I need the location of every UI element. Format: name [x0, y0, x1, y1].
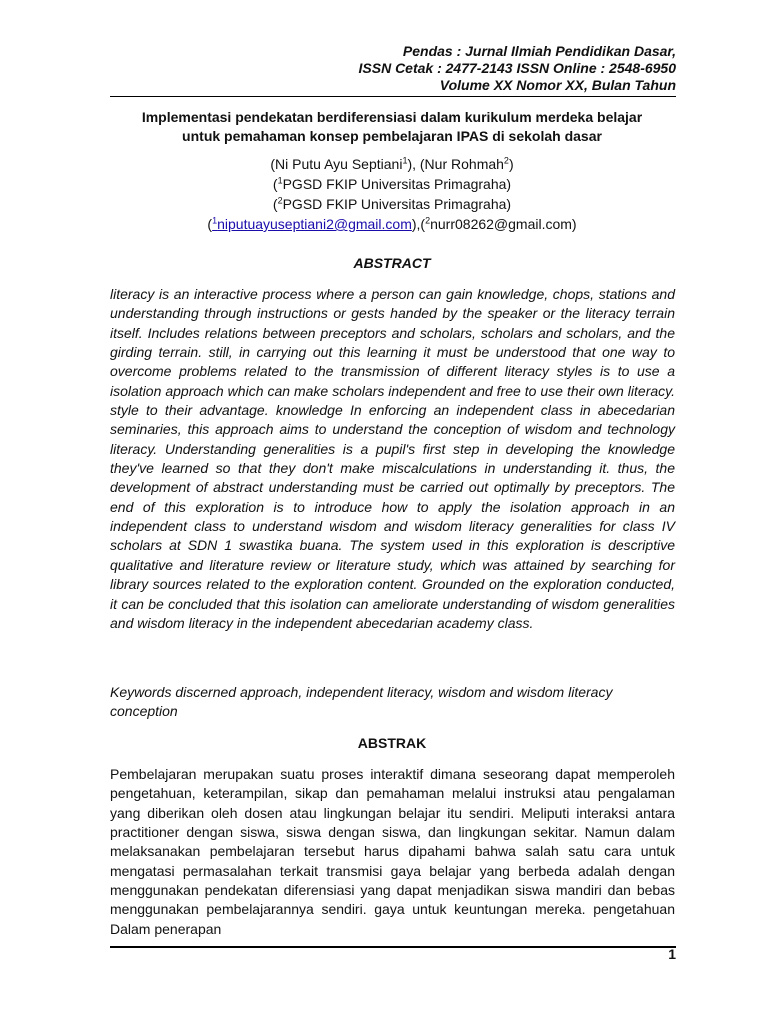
- email-link-1[interactable]: $^1$niputuayuseptiani2@gmail.com: [212, 215, 412, 232]
- affiliation-2: ($^2$PGSD FKIP Universitas Primagraha): [272, 195, 512, 212]
- email-2: nurr08262@gmail.com): [430, 216, 577, 232]
- journal-issn: ISSN Cetak : 2477-2143 ISSN Online : 2548-6950: [358, 60, 676, 76]
- journal-header: [359, 43, 677, 94]
- footer-rule: [110, 946, 676, 948]
- page-number: 1: [668, 946, 676, 962]
- title-line-2: untuk pemahaman konsep pembelajaran IPAS di sekolah dasar: [182, 128, 602, 144]
- abstract-heading: ABSTRACT: [353, 255, 431, 271]
- author-2: ), (Nur Rohmah: [407, 156, 504, 172]
- author-block: [100, 154, 684, 234]
- header-rule: [110, 96, 676, 97]
- affiliation-1: ($^1$PGSD FKIP Universitas Primagraha): [272, 175, 512, 192]
- author-emails: ($^1$niputuayuseptiani2@gmail.com),($^2$nurr08262@gmail.com): [207, 215, 577, 232]
- journal-volume: Volume XX Nomor XX, Bulan Tahun: [439, 77, 676, 93]
- keywords: Keywords discerned approach, independent literacy, wisdom and wisdom literacy conception: [110, 684, 613, 720]
- author-2-sup: 2: [503, 155, 509, 166]
- author-1-sup: 1: [402, 155, 408, 166]
- title-line-1: Implementasi pendekatan berdiferensiasi dalam kurikulum merdeka belajar: [141, 109, 643, 125]
- author-1: (Ni Putu Ayu Septiani: [270, 156, 403, 172]
- journal-name: Pendas : Jurnal Ilmiah Pendidikan Dasar,: [402, 43, 676, 59]
- abstrak-heading: ABSTRAK: [357, 735, 427, 751]
- abstract-body-id: Pembelajaran merupakan suatu proses interaktif dimana seseorang dapat memperoleh pengetahuan, keterampilan, sikap dan pemahaman melalui instruksi atau pengalaman yang diberikan oleh dosen atau lingkungan belajar itu sendiri. Meliputi interaksi antara practitioner dengan siswa, siswa dengan siswa, dan lingkungan sekitar. Namun dalam melaksanakan pembelajaran tersebut harus dipahami bahwa salah satu cara untuk mengatasi permasalahan terkait transmisi gaya belajar yang berbeda adalah dengan menggunakan pendekatan diferensiasi yang dapat menjadikan siswa mandiri dan bebas menggunakan pembelajarannya sendiri. gaya untuk keuntungan mereka. pengetahuan Dalam penerapan: [110, 766, 675, 937]
- author-close: ): [508, 156, 514, 172]
- paper-title: [100, 108, 684, 146]
- author-names: [100, 154, 684, 174]
- abstract-body-en: literacy is an interactive process where a person can gain knowledge, chops, stations and understanding through instructions or gests handed by the speaker or the literacy terrain itself. Includes relations between preceptors and scholars, scholars and scholars, and the girding terrain. still, in carrying out this learning it must be understood that one way to overcome problems related to the transmission of different literacy styles is to use a isolation approach which can make scholars independent and free to use their own literacy. style to their advantage. knowledge In enforcing an independent class in abecedarian seminaries, this approach aims to understand the conception of wisdom and technology literacy. Understanding generalities is a pupil's first step in developing the knowledge they've learned so that they don't make miscalculations in understanding it. thus, the development of abstract understanding must be carried out optimally by preceptors. The end of this exploration is to introduce how to apply the isolation approach in an independent class to understand wisdom and wisdom literacy generalities for class IV scholars at SDN 1 swastika buana. The system used in this exploration is descriptive qualitative and literature review or literature study, which was attained by searching for library sources related to the exploration content. Grounded on the exploration conducted, it can be concluded that this isolation can ameliorate understanding of wisdom generalities and wisdom literacy in the independent abecedarian academy class.: [110, 286, 675, 631]
